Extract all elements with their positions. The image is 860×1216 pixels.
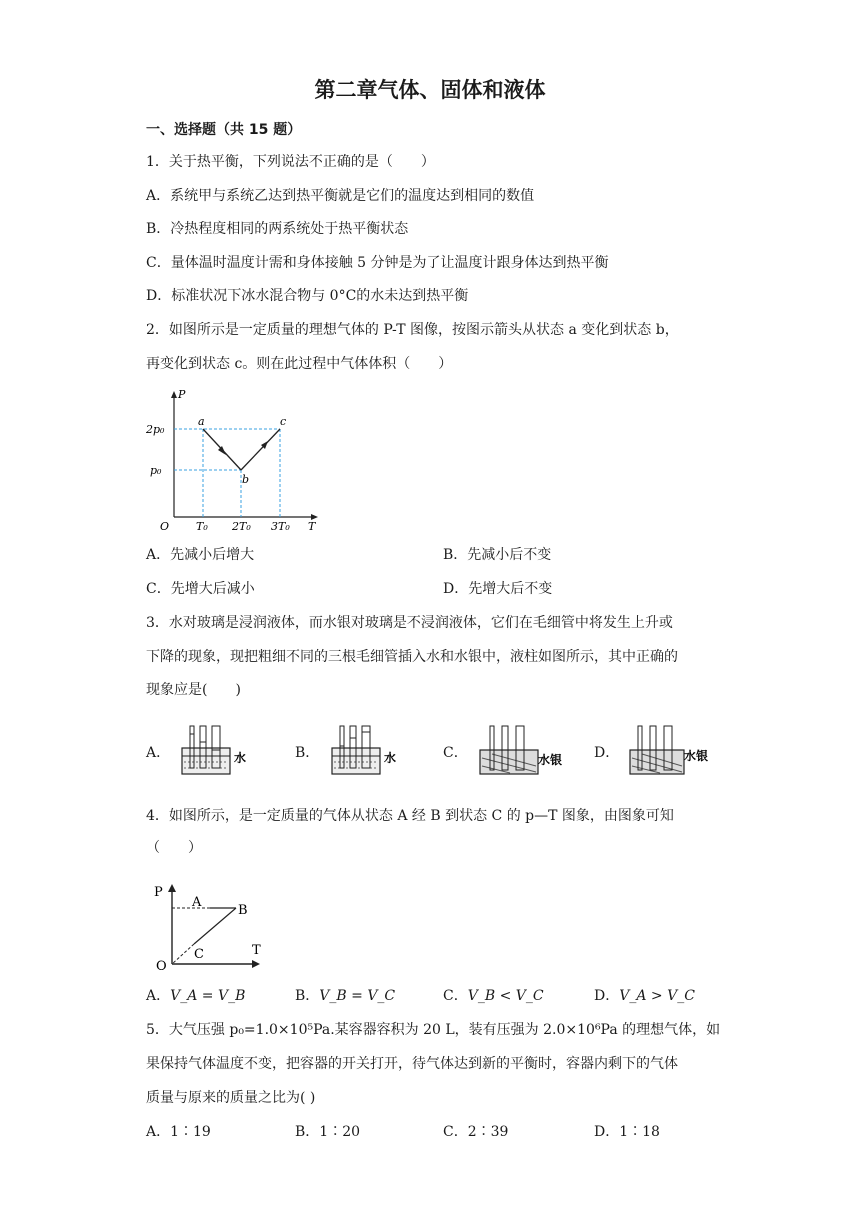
q4-option-a-expr: V_A = V_B xyxy=(170,988,246,1004)
q1-stem: 1．关于热平衡，下列说法不正确的是（ ） xyxy=(146,154,435,170)
q3-c-liquid: 水银 xyxy=(538,753,563,767)
q3-option-c: C． xyxy=(443,745,468,761)
q3-figure-b xyxy=(322,722,402,780)
q3-option-a: A． xyxy=(146,745,171,761)
q4-stem-line1: 4．如图所示，是一定质量的气体从状态 A 经 B 到状态 C 的 p—T 图象，由图象可知 xyxy=(146,808,674,824)
q5-stem-line3: 质量与原来的质量之比为( ) xyxy=(146,1090,316,1106)
q2-ytick-2p0: 2p₀ xyxy=(146,423,165,436)
q2-point-c: c xyxy=(280,415,287,428)
q2-xtick-3t0: 3T₀ xyxy=(271,520,290,532)
q4-point-b: B xyxy=(238,903,248,918)
q3-stem-line3: 现象应是( ) xyxy=(146,682,241,698)
q5-stem-line2: 果保持气体温度不变，把容器的开关打开，待气体达到新的平衡时，容器内剩下的气体 xyxy=(146,1056,678,1072)
q4-option-d-label: D． xyxy=(594,988,620,1004)
q2-axis-p: P xyxy=(178,388,186,401)
q3-figure-c xyxy=(470,722,570,780)
q2-point-a: a xyxy=(198,415,205,428)
q4-option-b-label: B． xyxy=(295,988,320,1004)
q3-a-liquid: 水 xyxy=(234,751,247,765)
q4-point-c: C xyxy=(194,947,204,962)
q2-stem-line2: 再变化到状态 c。则在此过程中气体体积（ ） xyxy=(146,356,453,372)
q4-option-d xyxy=(594,986,695,1006)
q5-option-a: A．1∶19 xyxy=(146,1124,211,1140)
q4-axis-t: T xyxy=(252,943,261,958)
q5-option-b: B．1∶20 xyxy=(295,1124,361,1140)
q1-option-b: B．冷热程度相同的两系统处于热平衡状态 xyxy=(146,221,409,237)
q3-stem-line2: 下降的现象，现把粗细不同的三根毛细管插入水和水银中，液柱如图所示，其中正确的 xyxy=(146,649,678,665)
q2-xtick-t0: T₀ xyxy=(196,520,208,532)
q3-option-d: D． xyxy=(594,745,620,761)
q3-figure-d xyxy=(620,722,720,780)
q1-option-d: D．标准状况下冰水混合物与 0°C的水未达到热平衡 xyxy=(146,288,469,304)
q4-option-a xyxy=(146,986,245,1006)
page-title: 第二章气体、固体和液体 xyxy=(314,78,546,102)
q2-stem-line1: 2．如图所示是一定质量的理想气体的 P-T 图像，按图示箭头从状态 a 变化到状态 b， xyxy=(146,322,679,338)
q4-origin: O xyxy=(156,959,167,974)
q1-option-a: A．系统甲与系统乙达到热平衡就是它们的温度达到相同的数值 xyxy=(146,188,535,204)
q2-origin: O xyxy=(160,520,170,532)
q4-option-a-label: A． xyxy=(146,988,171,1004)
q1-option-c: C．量体温时温度计需和身体接触 5 分钟是为了让温度计跟身体达到热平衡 xyxy=(146,255,609,271)
q2-option-d: D．先增大后不变 xyxy=(443,581,553,597)
q5-option-d: D．1∶18 xyxy=(594,1124,660,1140)
q3-figure-a xyxy=(172,722,252,780)
q4-point-a: A xyxy=(192,895,202,910)
q4-option-b xyxy=(295,986,395,1006)
q2-point-b: b xyxy=(242,473,250,486)
q5-option-c: C．2∶39 xyxy=(443,1124,509,1140)
q4-option-c-label: C． xyxy=(443,988,468,1004)
q4-option-b-expr: V_B = V_C xyxy=(319,988,396,1004)
q4-option-c xyxy=(443,986,544,1006)
q4-pt-graph xyxy=(148,878,278,976)
q2-ytick-p0: p₀ xyxy=(150,464,162,477)
q4-axis-p: P xyxy=(154,885,163,900)
q2-pt-graph xyxy=(140,384,330,532)
q3-stem-line1: 3．水对玻璃是浸润液体，而水银对玻璃是不浸润液体，它们在毛细管中将发生上升或 xyxy=(146,615,673,631)
q4-option-c-expr: V_B < V_C xyxy=(467,988,544,1004)
q3-option-b: B． xyxy=(295,745,320,761)
q2-xtick-2t0: 2T₀ xyxy=(232,520,251,532)
section-heading: 一、选择题（共 15 题） xyxy=(146,122,302,138)
q2-option-b: B．先减小后不变 xyxy=(443,547,552,563)
q3-d-liquid: 水银 xyxy=(684,749,709,763)
q2-option-a: A．先减小后增大 xyxy=(146,547,255,563)
q4-option-d-expr: V_A > V_C xyxy=(619,988,695,1004)
q2-option-c: C．先增大后减小 xyxy=(146,581,255,597)
q2-axis-t: T xyxy=(308,520,316,532)
q5-stem-line1: 5．大气压强 p₀=1.0×10⁵Pa.某容器容积为 20 L，装有压强为 2.0×10⁶Pa 的理想气体，如 xyxy=(146,1022,721,1038)
q3-b-liquid: 水 xyxy=(384,751,397,765)
q4-stem-line2: （ ） xyxy=(146,840,202,856)
